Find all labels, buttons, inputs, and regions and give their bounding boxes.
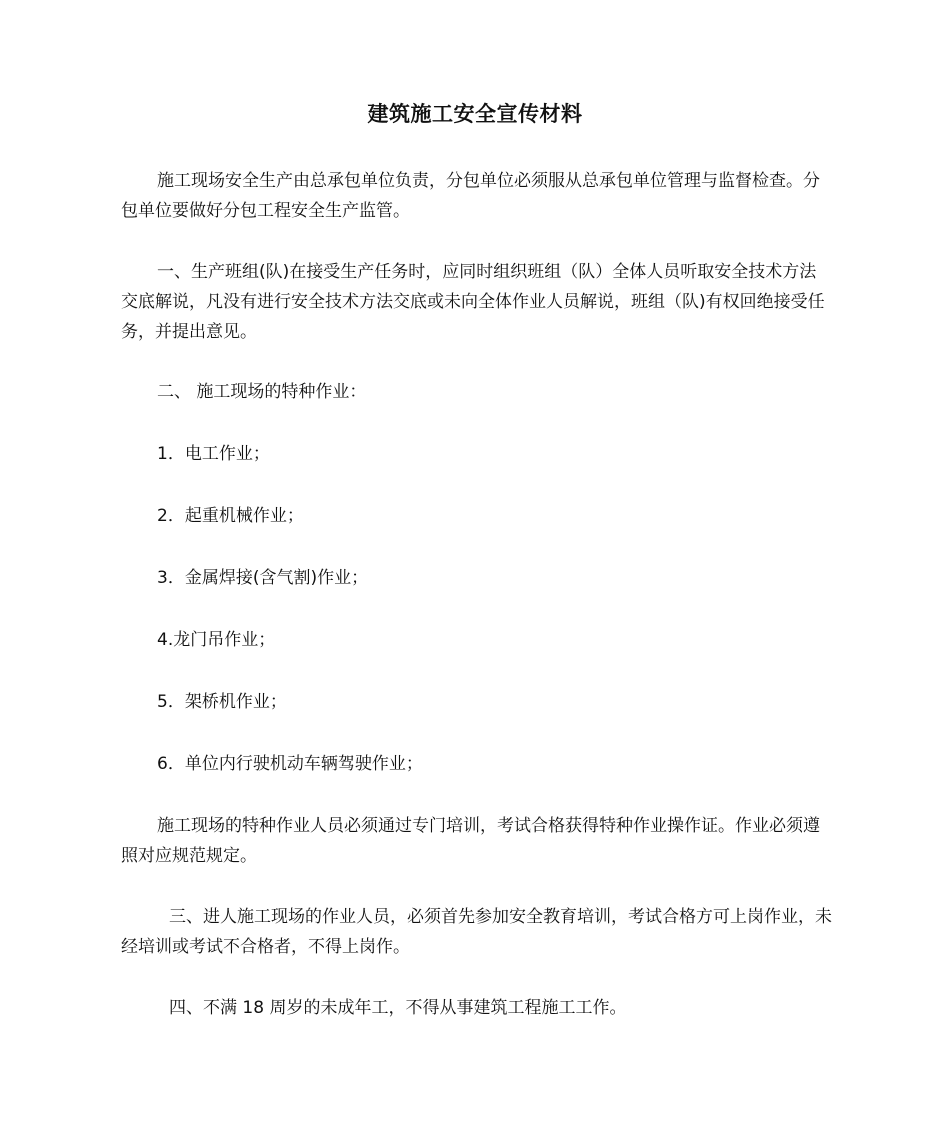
special-job-item: 2．起重机械作业；: [157, 506, 304, 526]
special-job-item: 4.龙门吊作业；: [157, 630, 276, 650]
section-2-heading: 二、 施工现场的特种作业：: [157, 382, 367, 402]
section-1-paragraph: 一、生产班组(队)在接受生产任务时，应同时组织班组（队）全体人员听取安全技术方法交底解说，凡没有进行安全技术方法交底或未向全体作业人员解说，班组（队)有权回绝接受任务，并提出意见。: [121, 262, 825, 342]
special-job-item: 3．金属焊接(含气割)作业；: [157, 568, 369, 588]
special-job-item: 5．架桥机作业；: [157, 692, 287, 712]
special-jobs-note: 施工现场的特种作业人员必须通过专门培训，考试合格获得特种作业操作证。作业必须遵照对应规范规定。: [121, 816, 820, 866]
document-title: 建筑施工安全宣传材料: [367, 102, 583, 126]
section-3-paragraph: 三、进人施工现场的作业人员，必须首先参加安全教育培训，考试合格方可上岗作业，未经培训或考试不合格者，不得上岗作。: [121, 907, 832, 957]
section-4-paragraph: 四、不满 18 周岁的未成年工，不得从事建筑工程施工工作。: [169, 998, 627, 1018]
special-job-item: 1．电工作业；: [157, 444, 270, 464]
intro-paragraph: 施工现场安全生产由总承包单位负责，分包单位必须服从总承包单位管理与监督检查。分包单位要做好分包工程安全生产监管。: [121, 171, 820, 221]
special-job-item: 6．单位内行驶机动车辆驾驶作业；: [157, 754, 423, 774]
